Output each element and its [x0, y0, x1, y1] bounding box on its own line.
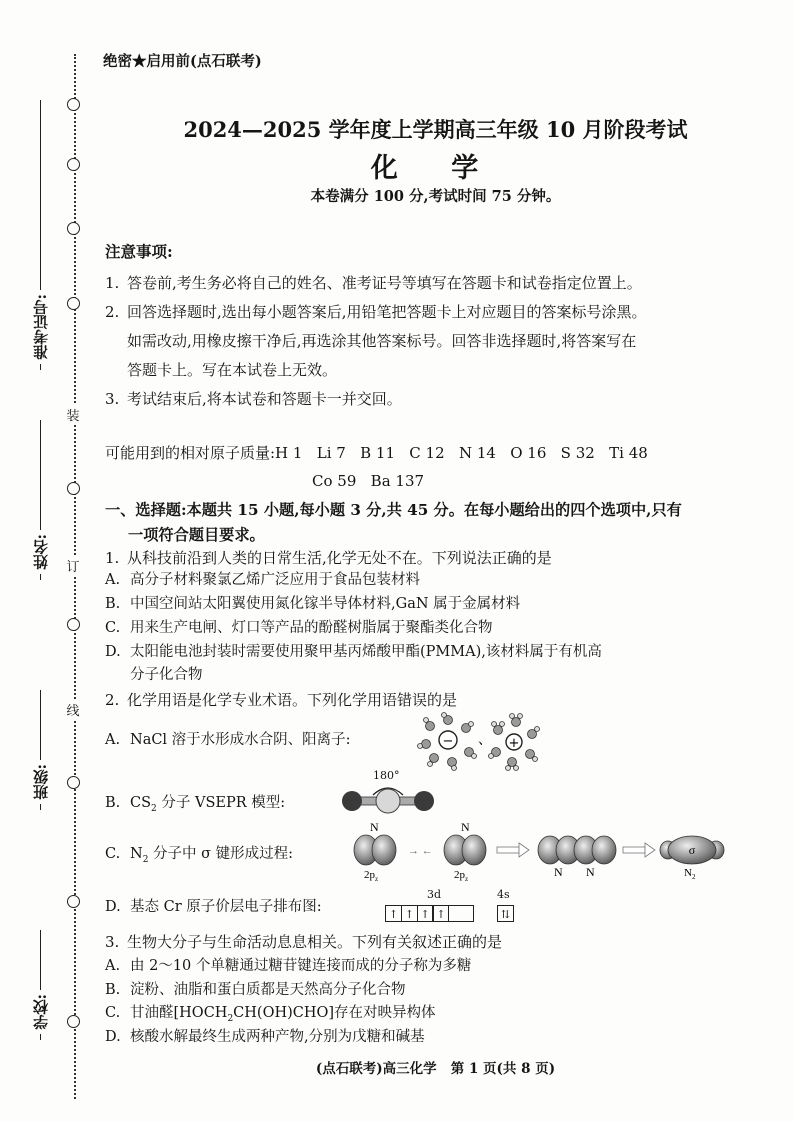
binding-char-ding: 订 [64, 556, 82, 575]
approach-arrows: → ← [408, 845, 433, 857]
q3-option-a: A. 由 2～10 个单糖通过糖苷键连接而成的分子称为多糖 [105, 958, 472, 974]
secret-header: 绝密★启用前(点石联考) [103, 53, 262, 70]
exam-id-field[interactable] [30, 100, 50, 370]
anion-sign: − [442, 734, 454, 749]
n-label-1: N [370, 820, 379, 834]
notes-title: 注意事项: [105, 242, 173, 261]
q1-option-a: A. 高分子材料聚氯乙烯广泛应用于食品包装材料 [105, 572, 420, 588]
q2-option-d: D. 基态 Cr 原子价层电子排布图: [105, 899, 322, 915]
binding-char-zhuang: 装 [64, 405, 82, 424]
n2-label: $N_2$ [684, 867, 696, 881]
name-label: 姓名: [31, 534, 50, 570]
binding-dotted-line [74, 54, 76, 1099]
n-label-2: N [461, 820, 470, 834]
hydrated-cation [489, 714, 540, 771]
binding-char-xian: 线 [64, 700, 82, 719]
orbital-box: ⇅ [497, 905, 514, 922]
label-3d: 3d [427, 888, 442, 901]
orbital-diagram-4s [497, 905, 513, 922]
school-label: 学校: [31, 994, 50, 1030]
sigma-label: σ [688, 843, 696, 857]
arrow-2 [623, 843, 655, 857]
ion-separator: 、 [478, 732, 492, 748]
subject-title: 化 学 [370, 153, 501, 184]
q3-option-c: C. 甘油醛$[HOCH_2CH(OH)CHO]$存在对映异构体 [105, 1005, 436, 1024]
score-info: 本卷满分 100 分,考试时间 75 分钟。 [310, 188, 561, 205]
class-label: 班级: [31, 764, 50, 800]
binding-hole [67, 222, 80, 235]
orbital-diagram-3d [385, 905, 473, 922]
binding-hole [67, 297, 80, 310]
s-atom-left [342, 791, 362, 811]
binding-hole [67, 1015, 80, 1028]
section-heading-cont: 一项符合题目要求。 [128, 526, 265, 544]
s-atom-right [414, 791, 434, 811]
orbital-box: ↑ [385, 905, 402, 922]
cs2-vsepr-model [340, 783, 436, 819]
orbital-label-1: $2p_z$ [364, 869, 379, 882]
orbital-box: ↑ [417, 905, 434, 922]
binding-hole [67, 482, 80, 495]
c-atom [376, 789, 400, 813]
orbital-box: ↑ [432, 905, 449, 922]
q1-option-d: D. 太阳能电池封装时需要使用聚甲基丙烯酸甲酯(PMMA),该材料属于有机高 [105, 644, 602, 660]
atomic-mass-line-2: Co 59 Ba 137 [312, 472, 425, 490]
sigma-bond-formation-figure [340, 818, 730, 882]
hydrated-anion [418, 713, 477, 771]
q3-option-b: B. 淀粉、油脂和蛋白质都是天然高分子化合物 [105, 982, 406, 998]
q1-option-b: B. 中国空间站太阳翼使用氮化镓半导体材料,GaN 属于金属材料 [105, 596, 521, 612]
cation-sign: + [508, 736, 520, 751]
n-label-3: N [554, 865, 563, 879]
atomic-mass-line-1: 可能用到的相对原子质量:H 1 Li 7 B 11 C 12 N 14 O 16 S 32 Ti 48 [105, 444, 648, 462]
binding-hole [67, 895, 80, 908]
orbital-label-2: $2p_z$ [454, 869, 469, 882]
class-field[interactable] [30, 690, 50, 810]
binding-hole [67, 98, 80, 111]
q2-option-c: C. $N_2$ 分子中 σ 键形成过程: [105, 846, 294, 865]
q2-option-a: A. NaCl 溶于水形成水合阴、阳离子: [105, 732, 351, 748]
n-label-4: N [586, 865, 595, 879]
name-field[interactable] [30, 420, 50, 580]
q1-option-c: C. 用来生产电闸、灯口等产品的酚醛树脂属于聚酯类化合物 [105, 620, 493, 636]
arrow-1 [497, 843, 529, 857]
binding-hole [67, 618, 80, 631]
q2-option-b: B. $CS_2$ 分子 VSEPR 模型: [105, 795, 286, 814]
label-4s: 4s [497, 888, 510, 901]
exam-id-label: 准考证号: [31, 294, 50, 360]
section-heading: 一、选择题:本题共 15 小题,每小题 3 分,共 45 分。在每小题给出的四个选项中,只有 [105, 501, 682, 519]
hydrated-ions-figure [412, 710, 542, 778]
school-field[interactable] [30, 930, 50, 1040]
page-title: 2024—2025 学年度上学期高三年级 10 月阶段考试 [183, 117, 688, 142]
angle-label: 180° [373, 769, 400, 782]
orbital-box [448, 905, 474, 922]
page-footer: (点石联考)高三化学 第 1 页(共 8 页) [315, 1061, 556, 1077]
q1-option-d-cont: 分子化合物 [130, 667, 203, 683]
q3-option-d: D. 核酸水解最终生成两种产物,分别为戊糖和碱基 [105, 1029, 425, 1045]
orbital-box: ↑ [401, 905, 418, 922]
binding-hole [67, 776, 80, 789]
binding-hole [67, 158, 80, 171]
